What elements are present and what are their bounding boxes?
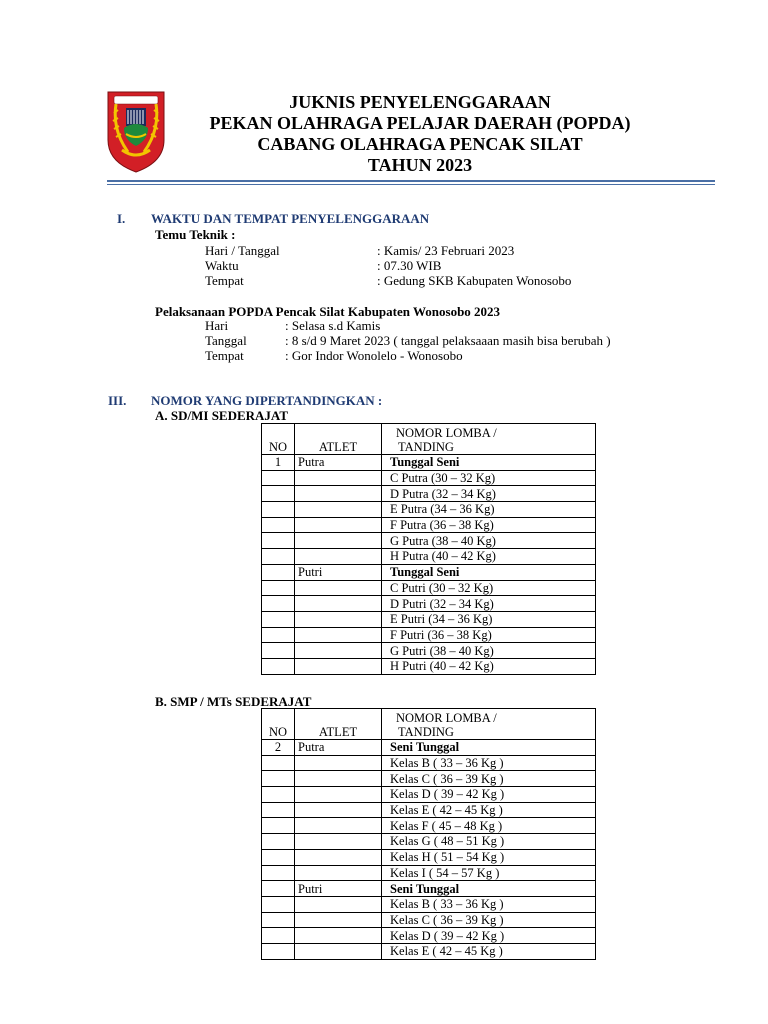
section-3-number: III.: [108, 393, 127, 408]
table-row: [262, 740, 596, 756]
table-row: [262, 517, 596, 533]
pelaksanaan-value: : Gor Indor Wonolelo - Wonosobo: [285, 348, 463, 363]
subsection-b-title: B. SMP / MTs SEDERAJAT: [155, 694, 312, 709]
row-atlet-cell: [295, 943, 382, 959]
section-1-title: WAKTU DAN TEMPAT PENYELENGGARAAN: [151, 211, 430, 226]
section-3-title: NOMOR YANG DIPERTANDINGKAN :: [151, 393, 383, 408]
row-no-cell: [262, 818, 295, 834]
table-row: [262, 627, 596, 643]
row-nomor-cell: G Putra (38 – 40 Kg): [382, 533, 596, 549]
pelaksanaan-value: : Selasa s.d Kamis: [285, 318, 381, 333]
temu-teknik-label: Hari / Tanggal: [205, 243, 280, 258]
table-row: [262, 896, 596, 912]
row-nomor-cell: Kelas G ( 48 – 51 Kg ): [382, 834, 596, 850]
row-no-cell: [262, 486, 295, 502]
row-no-cell: [262, 881, 295, 897]
row-atlet-cell: Putri: [295, 564, 382, 580]
header-no: NO: [262, 424, 295, 455]
row-atlet-cell: [295, 549, 382, 565]
row-nomor-cell: F Putri (36 – 38 Kg): [382, 627, 596, 643]
table-row: [262, 611, 596, 627]
row-no-cell: [262, 611, 295, 627]
header-nomor-line-1: NOMOR LOMBA /: [396, 711, 497, 725]
header-nomor-line-2: TANDING: [398, 440, 454, 454]
row-nomor-cell: D Putra (32 – 34 Kg): [382, 486, 596, 502]
pelaksanaan-heading: Pelaksanaan POPDA Pencak Silat Kabupaten Wonosobo 2023: [155, 304, 501, 319]
row-no-cell: [262, 787, 295, 803]
row-atlet-cell: [295, 849, 382, 865]
title-line-4: TAHUN 2023: [367, 155, 473, 175]
table-row: [262, 787, 596, 803]
table-row: [262, 771, 596, 787]
row-nomor-cell: Tunggal Seni: [382, 455, 596, 471]
row-atlet-cell: [295, 771, 382, 787]
table-row: [262, 943, 596, 959]
smp-events-table: [261, 708, 596, 960]
sd-events-table: [261, 423, 596, 675]
row-atlet-cell: [295, 787, 382, 803]
row-atlet-cell: Putri: [295, 881, 382, 897]
table-row: [262, 755, 596, 771]
row-nomor-cell: Kelas H ( 51 – 54 Kg ): [382, 849, 596, 865]
temu-teknik-value: : Gedung SKB Kabupaten Wonosobo: [377, 273, 572, 288]
header-atlet: ATLET: [295, 424, 382, 455]
table-row: [262, 470, 596, 486]
pelaksanaan-label: Tanggal: [205, 333, 247, 348]
temu-teknik-value: : 07.30 WIB: [377, 258, 442, 273]
row-atlet-cell: [295, 611, 382, 627]
regency-emblem-logo: [106, 90, 166, 174]
row-no-cell: [262, 912, 295, 928]
table-row: [262, 455, 596, 471]
row-nomor-cell: Kelas E ( 42 – 45 Kg ): [382, 943, 596, 959]
table-row: [262, 549, 596, 565]
row-nomor-cell: Kelas D ( 39 – 42 Kg ): [382, 787, 596, 803]
row-atlet-cell: [295, 533, 382, 549]
row-nomor-cell: H Putra (40 – 42 Kg): [382, 549, 596, 565]
row-nomor-cell: G Putri (38 – 40 Kg): [382, 643, 596, 659]
row-atlet-cell: [295, 802, 382, 818]
row-no-cell: [262, 502, 295, 518]
row-atlet-cell: [295, 818, 382, 834]
section-1-number: I.: [117, 211, 126, 226]
row-no-cell: [262, 658, 295, 674]
row-atlet-cell: [295, 658, 382, 674]
row-nomor-cell: E Putra (34 – 36 Kg): [382, 502, 596, 518]
table-row: [262, 802, 596, 818]
header-atlet: ATLET: [295, 709, 382, 740]
table-row: [262, 643, 596, 659]
row-nomor-cell: E Putri (34 – 36 Kg): [382, 611, 596, 627]
pelaksanaan-label: Tempat: [205, 348, 244, 363]
row-no-cell: 1: [262, 455, 295, 471]
row-no-cell: 2: [262, 740, 295, 756]
temu-teknik-heading: Temu Teknik :: [155, 227, 236, 242]
row-no-cell: [262, 755, 295, 771]
table-header-row: [262, 424, 596, 455]
table-row: [262, 502, 596, 518]
table-row: [262, 486, 596, 502]
pelaksanaan-value: : 8 s/d 9 Maret 2023 ( tanggal pelaksaaan masih bisa berubah ): [285, 333, 611, 348]
row-no-cell: [262, 533, 295, 549]
header-nomor-line-1: NOMOR LOMBA /: [396, 426, 497, 440]
row-nomor-cell: Tunggal Seni: [382, 564, 596, 580]
row-no-cell: [262, 549, 295, 565]
table-row: [262, 818, 596, 834]
row-atlet-cell: Putra: [295, 740, 382, 756]
row-no-cell: [262, 470, 295, 486]
header-divider-thin: [107, 184, 715, 185]
row-atlet-cell: [295, 928, 382, 944]
row-atlet-cell: [295, 486, 382, 502]
row-no-cell: [262, 928, 295, 944]
table-row: [262, 533, 596, 549]
title-line-3: CABANG OLAHRAGA PENCAK SILAT: [257, 134, 583, 154]
header-nomor: [382, 424, 596, 455]
row-atlet-cell: Putra: [295, 455, 382, 471]
row-nomor-cell: C Putri (30 – 32 Kg): [382, 580, 596, 596]
header-nomor: [382, 709, 596, 740]
row-no-cell: [262, 865, 295, 881]
row-no-cell: [262, 896, 295, 912]
table-row: [262, 928, 596, 944]
table-row: [262, 881, 596, 897]
row-nomor-cell: Kelas D ( 39 – 42 Kg ): [382, 928, 596, 944]
row-atlet-cell: [295, 596, 382, 612]
row-atlet-cell: [295, 755, 382, 771]
row-nomor-cell: Kelas E ( 42 – 45 Kg ): [382, 802, 596, 818]
table-row: [262, 564, 596, 580]
title-line-2: PEKAN OLAHRAGA PELAJAR DAERAH (POPDA): [209, 113, 631, 133]
row-nomor-cell: H Putri (40 – 42 Kg): [382, 658, 596, 674]
temu-teknik-label: Waktu: [205, 258, 239, 273]
row-atlet-cell: [295, 627, 382, 643]
row-atlet-cell: [295, 502, 382, 518]
temu-teknik-value: : Kamis/ 23 Februari 2023: [377, 243, 515, 258]
row-atlet-cell: [295, 470, 382, 486]
row-atlet-cell: [295, 580, 382, 596]
document-title: [180, 92, 660, 176]
table-row: [262, 834, 596, 850]
temu-teknik-label: Tempat: [205, 273, 244, 288]
row-no-cell: [262, 580, 295, 596]
row-no-cell: [262, 849, 295, 865]
row-atlet-cell: [295, 643, 382, 659]
table-row: [262, 580, 596, 596]
row-atlet-cell: [295, 912, 382, 928]
row-no-cell: [262, 943, 295, 959]
row-atlet-cell: [295, 834, 382, 850]
row-no-cell: [262, 627, 295, 643]
row-nomor-cell: Kelas B ( 33 – 36 Kg ): [382, 896, 596, 912]
pelaksanaan-label: Hari: [205, 318, 229, 333]
row-nomor-cell: Kelas F ( 45 – 48 Kg ): [382, 818, 596, 834]
table-row: [262, 912, 596, 928]
row-atlet-cell: [295, 865, 382, 881]
row-nomor-cell: Seni Tunggal: [382, 881, 596, 897]
row-nomor-cell: F Putra (36 – 38 Kg): [382, 517, 596, 533]
row-no-cell: [262, 517, 295, 533]
row-atlet-cell: [295, 517, 382, 533]
row-no-cell: [262, 802, 295, 818]
table-row: [262, 596, 596, 612]
row-no-cell: [262, 596, 295, 612]
row-nomor-cell: Kelas C ( 36 – 39 Kg ): [382, 912, 596, 928]
row-no-cell: [262, 834, 295, 850]
header-divider: [107, 180, 715, 182]
title-line-1: JUKNIS PENYELENGGARAAN: [289, 92, 551, 112]
row-no-cell: [262, 564, 295, 580]
row-atlet-cell: [295, 896, 382, 912]
header-nomor-line-2: TANDING: [398, 725, 454, 739]
header-no: NO: [262, 709, 295, 740]
row-nomor-cell: D Putri (32 – 34 Kg): [382, 596, 596, 612]
table-row: [262, 849, 596, 865]
table-header-row: [262, 709, 596, 740]
subsection-a-title: A. SD/MI SEDERAJAT: [155, 408, 289, 423]
row-nomor-cell: Kelas C ( 36 – 39 Kg ): [382, 771, 596, 787]
row-nomor-cell: C Putra (30 – 32 Kg): [382, 470, 596, 486]
table-row: [262, 865, 596, 881]
row-no-cell: [262, 643, 295, 659]
table-row: [262, 658, 596, 674]
row-nomor-cell: Kelas B ( 33 – 36 Kg ): [382, 755, 596, 771]
row-nomor-cell: Seni Tunggal: [382, 740, 596, 756]
row-no-cell: [262, 771, 295, 787]
row-nomor-cell: Kelas I ( 54 – 57 Kg ): [382, 865, 596, 881]
